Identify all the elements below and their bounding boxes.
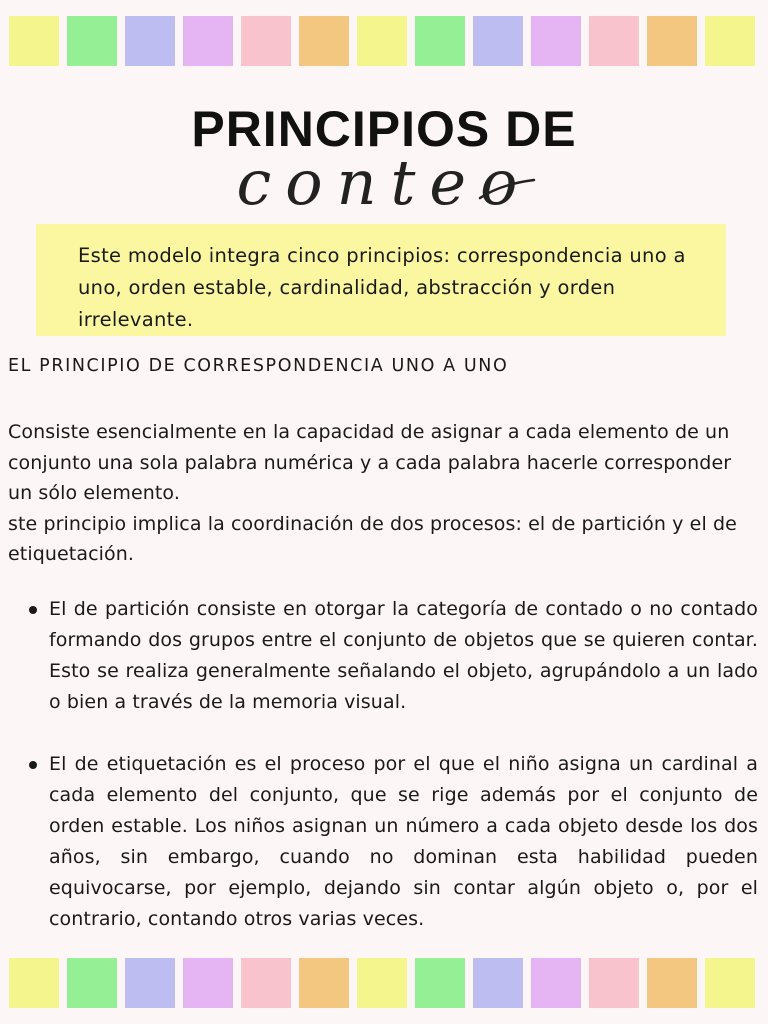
script-flourish-icon [478,176,538,206]
color-square [241,958,291,1008]
color-square [9,958,59,1008]
color-square [531,16,581,66]
color-square [357,958,407,1008]
color-square [647,958,697,1008]
color-square [67,958,117,1008]
color-square [125,16,175,66]
intro-box: Este modelo integra cinco principios: correspondencia uno a uno, orden estable, cardinalidad, abstracción y orden irrelevante. [36,224,726,336]
color-square [183,958,233,1008]
list-item [0,749,758,935]
color-square [299,16,349,66]
color-square [705,958,755,1008]
list-item [0,594,758,718]
page-subtitle-script: conteo [236,146,532,219]
color-square [531,958,581,1008]
page-title: PRINCIPIOS DE [191,101,577,157]
color-square [705,16,755,66]
color-square [299,958,349,1008]
color-square [125,958,175,1008]
bullet-list [0,594,768,935]
list-item-text: El de partición consiste en otorgar la categoría de contado o no contado formando dos grupos entre el conjunto de objetos que se quieren contar. Esto se realiza generalmente señalando el objeto, agrupándolo a un lado o bien a través de la memoria visual. [49,598,758,713]
bottom-color-squares [9,958,761,1008]
section-paragraph [8,417,760,570]
color-square [67,16,117,66]
color-square [647,16,697,66]
paragraph-1: Consiste esencialmente en la capacidad de asignar a cada elemento de un conjunto una sola palabra numérica y a cada palabra hacerle corresponder un sólo elemento. [8,421,732,504]
bullet-dot-icon [29,606,37,614]
color-square [415,16,465,66]
color-square [357,16,407,66]
color-square [241,16,291,66]
top-color-squares [9,16,761,66]
color-square [415,958,465,1008]
color-square [473,958,523,1008]
paragraph-2: ste principio implica la coordinación de dos procesos: el de partición y el de etiquetación. [8,512,737,565]
color-square [9,16,59,66]
color-square [589,958,639,1008]
color-square [183,16,233,66]
bullet-dot-icon [29,761,37,769]
section-heading: EL PRINCIPIO DE CORRESPONDENCIA UNO A UNO [8,356,509,376]
list-item-text: El de etiquetación es el proceso por el que el niño asigna un cardinal a cada elemento del conjunto, que se rige además por el conjunto de orden estable. Los niños asignan un número a cada objeto desde los dos años, sin embargo, cuando no dominan esta habilidad pueden equivocarse, por ejemplo, dejando sin contar algún objeto o, por el contrario, contando otros varias veces. [49,753,758,930]
color-square [473,16,523,66]
color-square [589,16,639,66]
